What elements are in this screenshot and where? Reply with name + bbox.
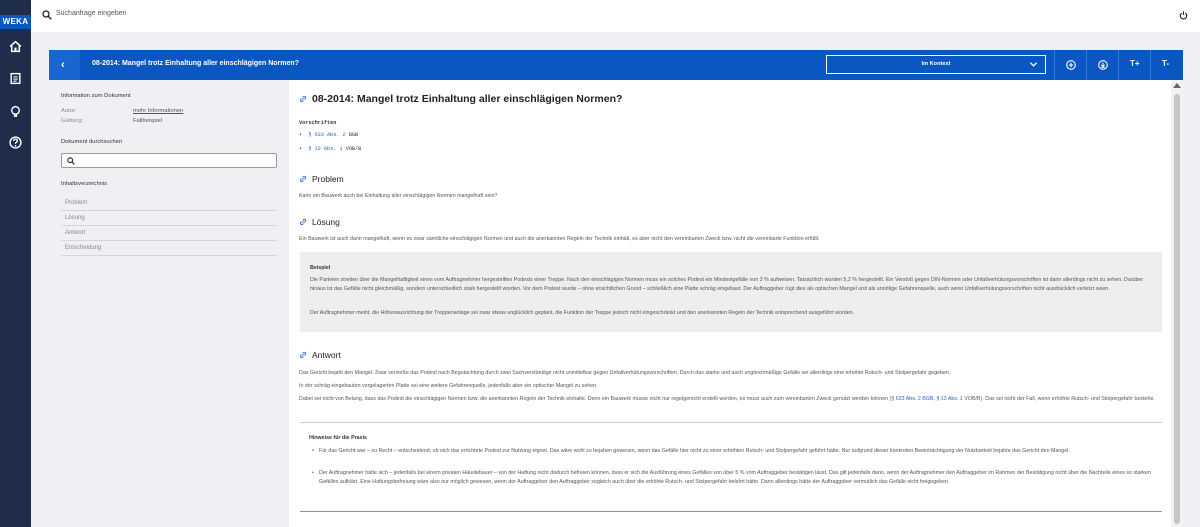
antwort-paragraph: Das Gericht bejaht den Mangel. Zwar verstoße das Podest nach Begutachtung durch zwei Sachverständige nicht unmittelbar gegen Unfallverhütungsvorschriften. Durch das starke und auch ungleichmäßige Gefälle sei allerdings eine erhöhte Rutsch- und Stolpergefahr gegeben. — [299, 370, 951, 376]
problem-text: Kann ein Bauwerk auch bei Einhaltung aller einschlägigen Normen mangelhaft sein? — [299, 193, 498, 199]
document-header — [49, 50, 1183, 80]
practice-hints-box — [300, 422, 1162, 512]
author-link[interactable]: mehr Informationen — [133, 108, 184, 114]
scroll-thumb[interactable] — [1174, 94, 1180, 524]
header-title: 08-2014: Mangel trotz Einhaltung aller einschlägigen Normen? — [92, 60, 299, 67]
genre-value: Fallbeispiel — [133, 118, 162, 124]
download-button[interactable] — [1086, 50, 1118, 80]
beispiel-paragraph: Die Parteien streiten über die Mangelhaftigkeit eines vom Auftragnehmer hergestellten Podests einer Treppe. Nach den einschlägigen Normen muss ein solches Podest ein Mindestgefälle von 3 % aufweisen. Tatsächlich wurden 5,2 % hergestellt. Ein Verstoß gegen DIN-Normen oder Unfallverhütungsvorschriften ist darin allerdings nicht zu sehen. Darüber hinaus ist das Gefälle nicht gleichmäßig, sondern unterschiedlich stark hergestellt worden. Vor dem Podest wurde – ohne ersichtlichen Grund – schließlich eine Platte schräg eingebaut. Der Auftraggeber rügt dies als optischen Mangel und als unnötige Gefahrenquelle, auch wenn Unfallverhütungsvorschriften nicht ausdrücklich verletzt seien. — [310, 277, 1144, 292]
search-icon[interactable] — [42, 10, 52, 20]
link-icon[interactable] — [299, 218, 307, 226]
loesung-text: Ein Bauwerk ist auch dann mangelhaft, wenn es zwar sämtliche einschlägigen Normen und auch die anerkannten Regeln der Technik einhält, es aber nicht den vereinbarten Zweck bzw. nicht die vereinbarte Funktion erfüllt. — [299, 236, 820, 242]
section-heading-loesung: Lösung — [299, 217, 340, 227]
content-scrollbar[interactable] — [1171, 80, 1183, 527]
vorschrift-link[interactable]: § 633 Abs. 2 — [308, 132, 346, 138]
context-select-value: Im Kontext — [921, 61, 951, 67]
vorschrift-item: • § 13 Abs. 1 VOB/B — [299, 146, 362, 152]
law-link[interactable]: § 13 Abs. 1 — [936, 396, 963, 402]
genre-label: Gattung: — [61, 118, 84, 124]
hint-item: • Der Auftragnehmer hätte sich – jedenfalls bei einem privaten Häuslebauer – von der Haftung nicht dadurch befreien können, dass er sich die Ausführung eines Gefälles von über 5 % vom Auftraggeber bestätigen lässt. Das gilt jedenfalls dann, wenn der Auftragnehmer den Auftraggeber im Rahmen der Bestätigung nicht über die Nachteile eines so starken Gefälles aufklärt. Eine Haftungsbefreiung wäre also nur möglich gewesen, wenn der Auftraggeber den Auftraggeber sogleich auch über die erhöhte Rutsch- und Stolpergefahr belehrt hätte. Dann allerdings hätte der Auftraggeber vermutlich das Gefälle nicht freigegeben. — [312, 469, 1152, 486]
font-increase-button[interactable]: T+ — [1118, 50, 1150, 80]
document-search-input[interactable] — [61, 153, 277, 168]
power-icon[interactable] — [1179, 10, 1188, 20]
hint-item: • Für das Gericht war – zu Recht – entscheidend, ob sich das errichtete Podest zur Nutzung eignet. Das wäre wohl zu bejahen gewesen, wenn das Gefälle hier nicht zu einer erhöhten Rutsch- und Stolpergefahr geführt hätte. Nur aufgrund dieser konkreten Beeinträchtigung der Nutzbarkeit bejahte das Gericht den Mangel. — [312, 447, 1152, 456]
document-title: 08-2014: Mangel trotz Einhaltung aller einschlägigen Normen? — [299, 93, 622, 105]
beispiel-label: Beispiel — [310, 265, 331, 271]
left-rail — [0, 0, 31, 527]
back-button[interactable] — [49, 50, 80, 80]
link-icon[interactable] — [299, 175, 307, 183]
toc-heading: Inhaltsverzeichnis — [61, 181, 108, 187]
vorschriften-label: Vorschriften — [299, 120, 337, 126]
toc-item-antwort[interactable]: Antwort — [61, 226, 277, 241]
example-box — [300, 252, 1162, 332]
plus-circle-icon — [1066, 60, 1076, 70]
vorschrift-link[interactable]: § 13 Abs. 1 — [308, 146, 343, 152]
law-link[interactable]: § 633 Abs. 2 BGB — [891, 396, 934, 402]
section-heading-antwort: Antwort — [299, 350, 341, 360]
antwort-paragraph: Dabei sei nicht von Belang, dass das Podest die einschlägigen Normen bzw. die anerkannten Regeln der Technik einhalte. Denn ein Bauwerk müsse nicht nur regelgerecht erstellt werden, es muss auch zum vereinbarten Zweck genutzt werden können (§ 633 Abs. 2 BGB, § 13 Abs. 1 VOB/B). Das sei nicht der Fall, wenn erhöhte Rutsch- und Stolpergefahr bestehe. — [299, 396, 1155, 402]
link-icon[interactable] — [299, 95, 307, 103]
antwort-paragraph: In der schräg eingebauten vorgelagerten Platte sei eine weitere Gefahrenquelle, jedenfalls aber ein optischer Mangel zu sehen. — [299, 383, 598, 389]
info-heading: Information zum Dokument — [61, 93, 131, 99]
add-button[interactable] — [1054, 50, 1086, 80]
chevron-left-icon: ‹ — [61, 59, 65, 71]
lightbulb-icon[interactable] — [9, 105, 22, 118]
toc-item-loesung[interactable]: Lösung — [61, 211, 277, 226]
toc-item-problem[interactable]: Problem — [61, 196, 277, 211]
font-decrease-button[interactable]: T- — [1150, 50, 1182, 80]
search-heading: Dokument durchsuchen — [61, 139, 123, 145]
section-heading-problem: Problem — [299, 174, 344, 184]
help-icon[interactable] — [9, 136, 22, 149]
home-icon[interactable] — [9, 40, 22, 53]
scroll-up-arrow[interactable] — [1173, 83, 1181, 88]
hinweise-label: Hinweise für die Praxis — [309, 435, 367, 441]
search-icon — [67, 157, 75, 165]
context-select[interactable] — [826, 55, 1046, 74]
beispiel-paragraph: Der Auftragnehmer meint, die Höhenausrichtung der Treppenanlage sei zwar etwas unglücklich geplant, die Funktion der Treppe jedoch nicht eingeschränkt und den anerkannten Regeln der Technik entsprechend ausgeführt worden. — [310, 310, 855, 316]
global-search-input[interactable]: Suchanfrage eingeben — [56, 10, 127, 17]
vorschrift-item: • § 633 Abs. 2 BGB — [299, 132, 359, 138]
author-label: Autor: — [61, 108, 77, 114]
link-icon[interactable] — [299, 351, 307, 359]
document-content — [289, 80, 1171, 527]
top-bar — [31, 0, 1200, 32]
chevron-down-icon — [1029, 60, 1038, 69]
document-info-panel — [49, 80, 289, 527]
document-icon[interactable] — [9, 72, 22, 85]
download-circle-icon — [1098, 60, 1108, 70]
weka-logo[interactable]: WEKA — [0, 15, 31, 29]
toc-item-entscheidung[interactable]: Entscheidung — [61, 241, 277, 256]
